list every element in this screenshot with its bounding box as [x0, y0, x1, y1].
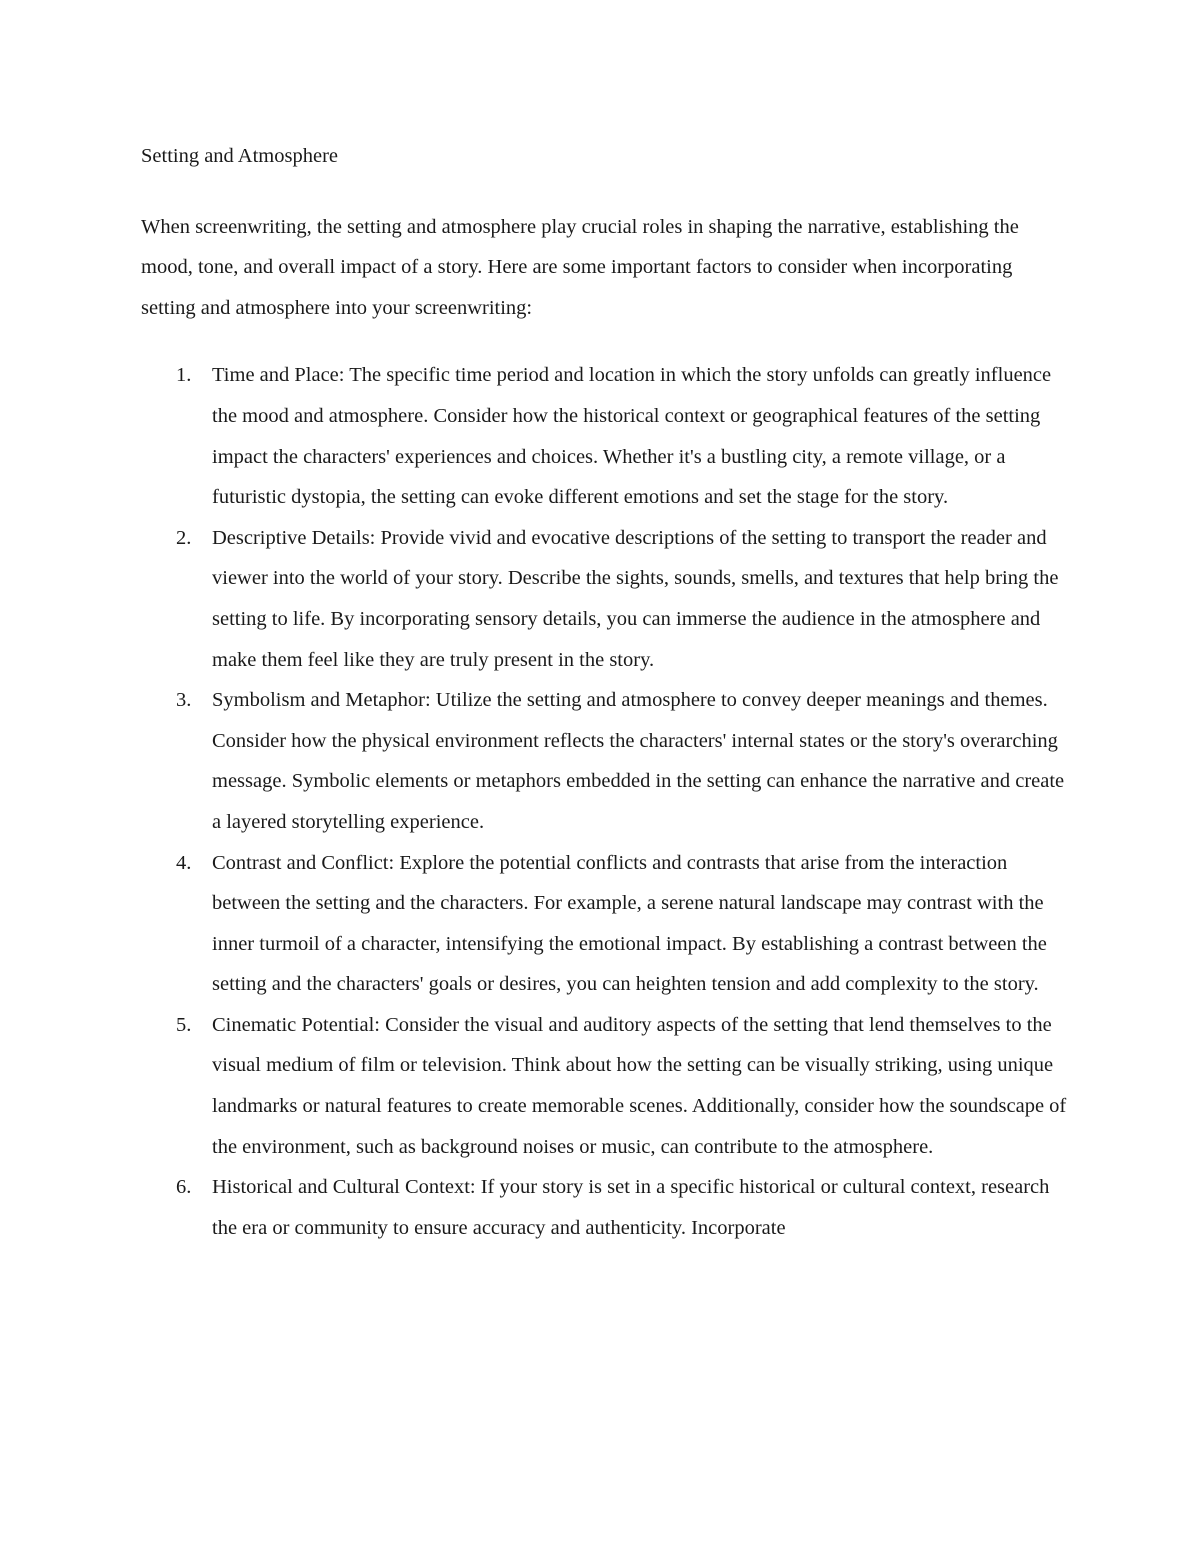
list-item: [141, 1005, 1071, 1167]
list-item-number: 6.: [176, 1176, 192, 1199]
document-title: Setting and Atmosphere: [141, 145, 339, 167]
list-item-number: 5.: [176, 1013, 192, 1036]
list-item-text: Contrast and Conflict: Explore the potential conflicts and contrasts that arise from the interaction between the setting and the characters. For example, a serene natural landscape may contrast with the inner turmoil of a character, intensifying the emotional impact. By establishing a contrast between the setting and the characters' goals or desires, you can heighten tension and add complexity to the story.: [212, 851, 1047, 996]
list-item-text: Cinematic Potential: Consider the visual and auditory aspects of the setting that lend themselves to the visual medium of film or television. Think about how the setting can be visually striking, using unique landmarks or natural features to create memorable scenes. Additionally, consider how the soundscape of the environment, such as background noises or music, can contribute to the atmosphere.: [212, 1013, 1067, 1158]
list-item-number: 3.: [176, 689, 192, 712]
numbered-list: [141, 355, 1071, 1248]
list-item-number: 2.: [176, 526, 192, 549]
list-item-number: 4.: [176, 851, 192, 874]
list-item-text: Time and Place: The specific time period and location in which the story unfolds can greatly influence the mood and atmosphere. Consider how the historical context or geographical features of the setting impact the characters' experiences and choices. Whether it's a bustling city, a remote village, or a futuristic dystopia, the setting can evoke different emotions and set the stage for the story.: [212, 364, 1052, 509]
document-body: [141, 136, 1071, 1248]
list-item: [141, 843, 1071, 1005]
list-item-text: Historical and Cultural Context: If your story is set in a specific historical or cultural context, research the era or community to ensure accuracy and authenticity. Incorporate: [212, 1176, 1050, 1239]
list-item: [141, 518, 1071, 680]
list-item-text: Symbolism and Metaphor: Utilize the setting and atmosphere to convey deeper meanings and themes. Consider how the physical environment reflects the characters' internal states or the story's overarching message. Symbolic elements or metaphors embedded in the setting can enhance the narrative and create a layered storytelling experience.: [212, 689, 1065, 833]
list-item-text: Descriptive Details: Provide vivid and evocative descriptions of the setting to transport the reader and viewer into the world of your story. Describe the sights, sounds, smells, and textures that help bring the setting to life. By incorporating sensory details, you can immerse the audience in the atmosphere and make them feel like they are truly present in the story.: [212, 526, 1059, 671]
list-item: [141, 1167, 1071, 1248]
list-item: [141, 355, 1071, 517]
intro-paragraph: When screenwriting, the setting and atmosphere play crucial roles in shaping the narrative, establishing the mood, tone, and overall impact of a story. Here are some important factors to consider when incorporating setting and atmosphere into your screenwriting:: [141, 215, 1019, 319]
list-item: [141, 680, 1071, 842]
list-item-number: 1.: [176, 364, 192, 387]
